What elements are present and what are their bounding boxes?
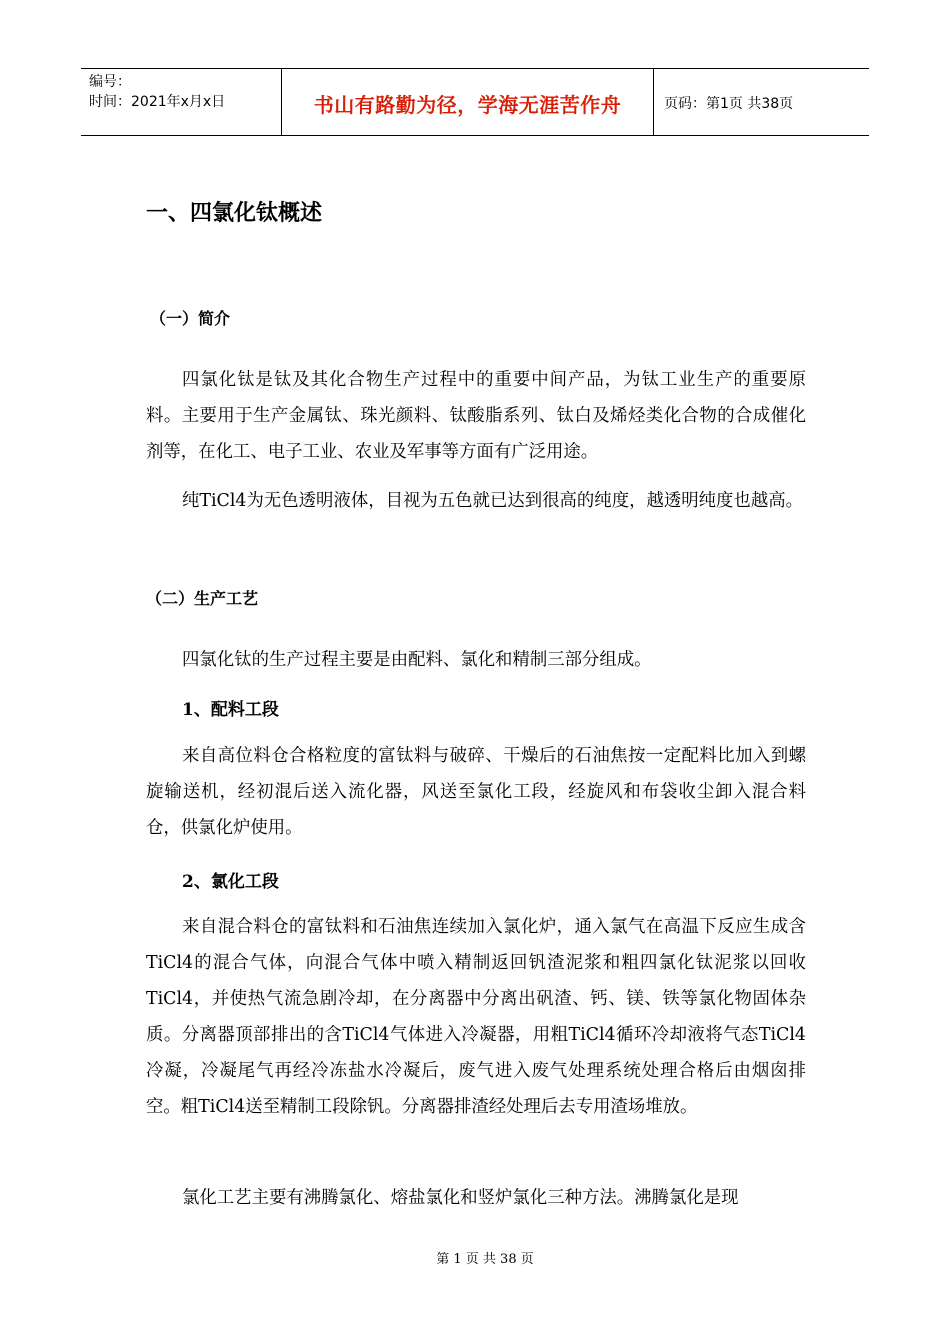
paragraph-process-1: 四氯化钛的生产过程主要是由配料、氯化和精制三部分组成。 <box>182 650 652 670</box>
page-header <box>81 68 869 136</box>
header-number-label: 编号： <box>89 74 131 90</box>
paragraph-batching: 来自高位料仓合格粒度的富钛料与破碎、干燥后的石油焦按一定配料比加入到螺旋输送机，经初混后送入流化器，风送至氯化工段，经旋风和布袋收尘卸入混合料仓，供氯化炉使用。 <box>146 746 806 838</box>
page-footer: 第 1 页 共 38 页 <box>436 1252 534 1267</box>
section-heading-intro: （一）简介 <box>150 309 231 328</box>
header-motto: 书山有路勤为径，学海无涯苦作舟 <box>282 69 654 135</box>
paragraph-intro-1: 四氯化钛是钛及其化合物生产过程中的重要中间产品，为钛工业生产的重要原料。主要用于生产金属钛、珠光颜料、钛酸脂系列、钛白及烯烃类化合物的合成催化剂等，在化工、电子工业、农业及军事等方面有广泛用途。 <box>146 370 806 462</box>
subsection-heading-batching: 1、配料工段 <box>182 700 279 720</box>
header-meta <box>81 69 282 135</box>
header-page-info: 页码：第1页 共38页 <box>664 96 794 112</box>
paragraph-chlorination: 来自混合料仓的富钛料和石油焦连续加入氯化炉，通入氯气在高温下反应生成含TiCl4的混合气体，向混合气体中喷入精制返回钒渣泥浆和粗四氯化钛泥浆以回收TiCl4，并使热气流急剧冷却，在分离器中分离出矾渣、钙、镁、铁等氯化物固体杂质。分离器顶部排出的含TiCl4气体进入冷凝器，用粗TiCl4循环冷却液将气态TiCl4冷凝，冷凝尾气再经冷冻盐水冷凝后，废气进入废气处理系统处理合格后由烟囱排空。粗TiCl4送至精制工段除钒。分离器排渣经处理后去专用渣场堆放。 <box>146 917 806 1117</box>
subsection-heading-chlorination: 2、氯化工段 <box>182 872 279 892</box>
paragraph-chlorination-methods: 氯化工艺主要有沸腾氯化、熔盐氯化和竖炉氯化三种方法。沸腾氯化是现 <box>182 1188 739 1208</box>
document-title: 一、四氯化钛概述 <box>146 201 323 226</box>
section-heading-process: （二）生产工艺 <box>146 589 259 608</box>
paragraph-intro-2: 纯TiCl4为无色透明液体，目视为五色就已达到很高的纯度，越透明纯度也越高。 <box>182 491 803 511</box>
header-time-label: 时间：2021年x月x日 <box>89 94 226 110</box>
